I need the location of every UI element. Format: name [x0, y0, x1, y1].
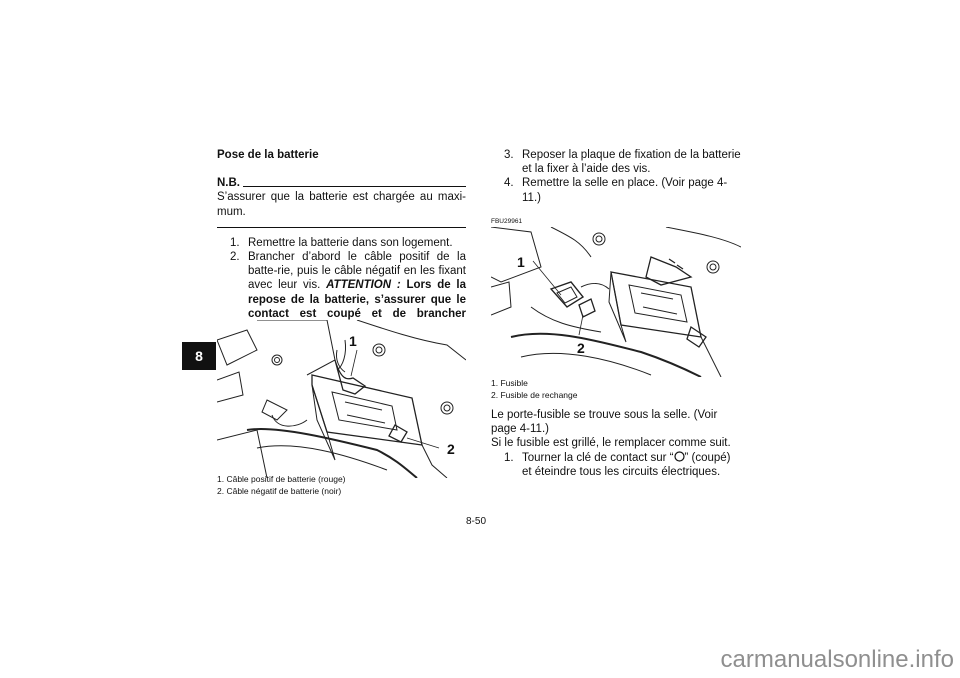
page-number: 8-50 [466, 516, 487, 527]
caption-item: 1. Fusible [491, 378, 528, 388]
watermark: carmanualsonline.info [720, 646, 954, 673]
note-end-rule [217, 227, 466, 228]
right-column-bottom [491, 408, 741, 479]
right-figure-captions [491, 377, 741, 401]
note-text: S’assurer que la batterie est chargée au maxi-mum. [217, 191, 466, 218]
attention-label: ATTENTION : [326, 279, 401, 292]
callout-1: 1 [349, 333, 357, 349]
fuse-illustration [491, 227, 741, 377]
list-item: 1. Remettre la batterie dans son logement. [230, 236, 453, 249]
install-steps-cont [491, 148, 741, 205]
note-rule [243, 186, 466, 187]
list-item: 2. Brancher d’abord le câble positif de la batte-rie, puis le câble négatif en les fixant avec leur vis. ATTENTION : Lors de la repose de la batterie, s’assurer que le contact est coupé et de brancher [217, 250, 466, 351]
heading-battery-install: Pose de la batterie [217, 149, 319, 161]
chapter-tab: 8 [182, 342, 216, 370]
note-label: N.B. [217, 177, 240, 190]
caption-item: 1. Câble positif de batterie (rouge) [217, 474, 346, 484]
battery-install-illustration [217, 320, 466, 478]
caption-item: 2. Fusible de rechange [491, 390, 578, 400]
caption-item: 2. Câble négatif de batterie (noir) [217, 486, 342, 496]
list-item: 4. Remettre la selle en place. (Voir page 4-11.) [504, 177, 728, 204]
note-block [217, 176, 466, 190]
section-code: FBU29961 [491, 217, 523, 225]
list-item: 1. Tourner la clé de contact sur “ ” (coupé) et éteindre tous les circuits électriques. [504, 451, 731, 478]
callout-2: 2 [447, 441, 455, 457]
fuse-location-text: Le porte-fusible se trouve sous la selle. (Voir page 4-11.) [491, 409, 718, 436]
attention-text: Lors de la repose de la batterie, s’assurer que le contact est coupé et de brancher [248, 279, 466, 320]
list-item: 3. Reposer la plaque de fixation de la batterie et la fixer à l’aide des vis. [504, 149, 741, 176]
fuse-intro-text: Si le fusible est grillé, le remplacer comme suit. [491, 437, 731, 450]
ignition-off-icon [674, 451, 685, 462]
callout-2: 2 [577, 340, 585, 356]
fuse-steps [491, 451, 741, 479]
callout-1: 1 [517, 254, 525, 270]
left-figure-captions [217, 473, 466, 497]
